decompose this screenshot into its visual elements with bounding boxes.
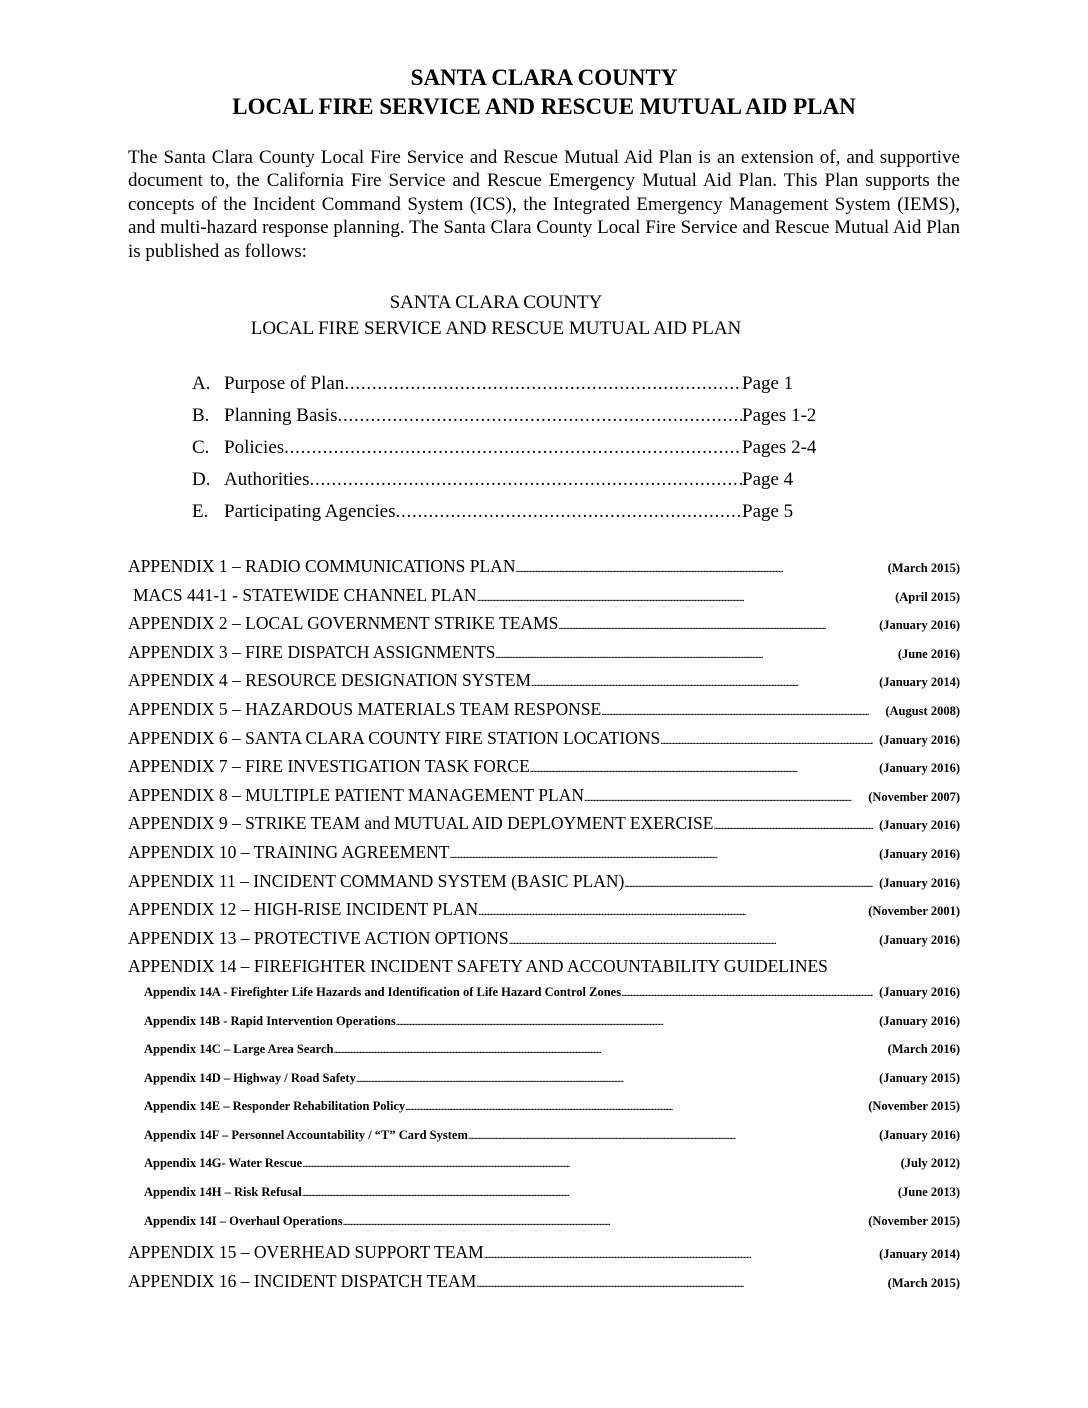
- appendix-entry: [128, 556, 960, 585]
- dot-leader: [558, 613, 873, 634]
- dot-leader: [477, 585, 890, 606]
- toc-page: Pages 2-4: [742, 437, 817, 458]
- sub-appendix-entry: [128, 1071, 960, 1100]
- toc-page: Page 1: [742, 373, 794, 394]
- sub-appendix-label: Appendix 14I – Overhaul Operations: [144, 1213, 343, 1228]
- toc-label: Participating Agencies: [224, 501, 396, 522]
- toc-letter: E.: [192, 501, 209, 522]
- toc-entry-authorities: [192, 469, 832, 501]
- appendix-label: APPENDIX 7 – FIRE INVESTIGATION TASK FORCE: [128, 756, 530, 777]
- appendix-entry: [128, 642, 960, 671]
- appendix-entry: [128, 1271, 960, 1300]
- document-title-line-1: SANTA CLARA COUNTY: [410, 65, 678, 90]
- dot-leader: [476, 1271, 881, 1292]
- sub-appendix-entry: [128, 1042, 960, 1071]
- appendix-label: APPENDIX 11 – INCIDENT COMMAND SYSTEM (BASIC PLAN): [128, 870, 625, 891]
- toc-letter: D.: [192, 469, 211, 490]
- sub-appendix-date: (March 2016): [887, 1042, 960, 1057]
- appendix-entry: [128, 585, 960, 614]
- dot-leader: [343, 1214, 863, 1229]
- dot-leader: [660, 728, 873, 749]
- toc-page: Page 4: [742, 469, 794, 490]
- toc-entry-policies: [192, 437, 832, 469]
- appendix-label: APPENDIX 5 – HAZARDOUS MATERIALS TEAM RESPONSE: [128, 698, 602, 719]
- dot-leader: [284, 437, 742, 459]
- sub-appendix-label: Appendix 14A - Firefighter Life Hazards and Identification of Life Hazard Control Zones: [144, 984, 622, 999]
- appendix-label: APPENDIX 6 – SANTA CLARA COUNTY FIRE STATION LOCATIONS: [128, 727, 661, 748]
- dot-leader: [531, 670, 873, 691]
- sub-appendix-date: (January 2016): [879, 984, 960, 999]
- appendix-entry: [128, 613, 960, 642]
- sub-appendix-date: (November 2015): [868, 1213, 960, 1228]
- sub-appendix-entry: [128, 1128, 960, 1157]
- dot-leader: [302, 1185, 892, 1200]
- appendix-label: APPENDIX 8 – MULTIPLE PATIENT MANAGEMENT PLAN: [128, 784, 584, 805]
- dot-leader: [624, 871, 873, 892]
- appendix-list: [128, 556, 960, 1299]
- sub-appendix-entry: [128, 1014, 960, 1043]
- dot-leader: [584, 785, 862, 806]
- sub-appendix-entry: [128, 1185, 960, 1214]
- appendix-label: APPENDIX 16 – INCIDENT DISPATCH TEAM: [128, 1270, 477, 1291]
- toc-page: Pages 1-2: [742, 405, 817, 426]
- appendix-label: APPENDIX 4 – RESOURCE DESIGNATION SYSTEM: [128, 670, 532, 691]
- dot-leader: [495, 642, 891, 663]
- sub-appendix-date: (January 2016): [879, 1013, 960, 1028]
- dot-leader: [509, 928, 873, 949]
- sub-appendix-entry: [128, 985, 960, 1014]
- appendix-entry: [128, 956, 960, 985]
- appendix-date: (January 2014): [879, 675, 960, 690]
- appendix-date: (January 2016): [879, 732, 960, 747]
- appendix-entry: [128, 756, 960, 785]
- dot-leader: [713, 813, 873, 834]
- dot-leader: [449, 842, 873, 863]
- appendix-entry: [128, 728, 960, 757]
- toc-letter: B.: [192, 405, 210, 426]
- dot-leader: [356, 1071, 873, 1086]
- appendix-date: (January 2016): [879, 875, 960, 890]
- sub-appendix-date: (June 2013): [897, 1185, 960, 1200]
- appendix-date: (January 2016): [879, 761, 960, 776]
- dot-leader: [337, 405, 742, 427]
- sub-appendix-entry: [128, 1099, 960, 1128]
- toc-entry-purpose: [192, 373, 832, 405]
- appendix-date: (January 2016): [879, 932, 960, 947]
- appendix-entry: [128, 928, 960, 957]
- toc-page: Page 5: [742, 501, 794, 522]
- appendix-label: APPENDIX 1 – RADIO COMMUNICATIONS PLAN: [128, 556, 516, 576]
- dot-leader: [302, 1156, 894, 1171]
- dot-leader: [621, 985, 873, 1000]
- sub-appendix-entry: [128, 1156, 960, 1185]
- appendix-date: (January 2014): [879, 1247, 960, 1262]
- toc-label: Policies: [224, 437, 285, 458]
- appendix-date: (April 2015): [895, 589, 960, 604]
- table-of-contents: [192, 373, 832, 533]
- appendix-label: APPENDIX 13 – PROTECTIVE ACTION OPTIONS: [128, 927, 509, 948]
- dot-leader: [478, 899, 862, 920]
- appendix-entry: [128, 813, 960, 842]
- sub-appendix-label: Appendix 14C – Large Area Search: [144, 1042, 334, 1057]
- appendix-entry: [128, 899, 960, 928]
- sub-appendix-label: Appendix 14G- Water Rescue: [144, 1156, 303, 1171]
- appendix-label: APPENDIX 12 – HIGH-RISE INCIDENT PLAN: [128, 899, 479, 920]
- appendix-label: APPENDIX 3 – FIRE DISPATCH ASSIGNMENTS: [128, 641, 496, 662]
- appendix-entry: [128, 871, 960, 900]
- dot-leader: [515, 556, 881, 577]
- toc-letter: A.: [192, 373, 211, 394]
- appendix-date: (August 2008): [885, 703, 960, 718]
- sub-appendix-label: Appendix 14H – Risk Refusal: [144, 1185, 302, 1200]
- appendix-entry: [128, 842, 960, 871]
- appendix-entry: [128, 785, 960, 814]
- appendix-date: (November 2001): [868, 904, 960, 919]
- sub-appendix-date: (July 2012): [900, 1156, 960, 1171]
- appendix-label: APPENDIX 15 – OVERHEAD SUPPORT TEAM: [128, 1242, 484, 1263]
- sub-appendix-label: Appendix 14F – Personnel Accountability / “T” Card System: [144, 1127, 468, 1142]
- toc-label: Purpose of Plan: [224, 373, 345, 394]
- dot-leader: [396, 1014, 873, 1029]
- dot-leader: [333, 1042, 881, 1057]
- dot-leader: [395, 501, 742, 523]
- dot-leader: [310, 469, 743, 491]
- appendix-date: (June 2016): [897, 646, 960, 661]
- dot-leader: [468, 1128, 873, 1143]
- appendix-entry: [128, 699, 960, 728]
- sub-appendix-label: Appendix 14B - Rapid Intervention Operations: [144, 1013, 396, 1028]
- appendix-label: APPENDIX 14 – FIREFIGHTER INCIDENT SAFETY AND ACCOUNTABILITY GUIDELINES: [128, 956, 828, 977]
- appendix-date: (March 2015): [887, 1275, 960, 1290]
- dot-leader: [530, 756, 873, 777]
- sub-appendix-label: Appendix 14E – Responder Rehabilitation Policy: [144, 1099, 406, 1114]
- appendix-label: MACS 441-1 - STATEWIDE CHANNEL PLAN: [133, 584, 477, 605]
- appendix-label: APPENDIX 10 – TRAINING AGREEMENT: [128, 841, 450, 862]
- contents-heading-line-2: LOCAL FIRE SERVICE AND RESCUE MUTUAL AID PLAN: [250, 318, 742, 339]
- appendix-date: (January 2016): [879, 618, 960, 633]
- appendix-date: (January 2016): [879, 846, 960, 861]
- sub-appendix-date: (January 2016): [879, 1127, 960, 1142]
- dot-leader: [405, 1099, 862, 1114]
- sub-appendix-date: (November 2015): [868, 1099, 960, 1114]
- appendix-entry: [128, 1242, 960, 1271]
- toc-entry-participating-agencies: [192, 501, 832, 533]
- dot-leader: [344, 373, 742, 395]
- sub-appendix-entry: [128, 1214, 960, 1243]
- toc-label: Planning Basis: [224, 405, 338, 426]
- document-title-line-2: LOCAL FIRE SERVICE AND RESCUE MUTUAL AID PLAN: [232, 94, 856, 119]
- appendix-entry: [128, 670, 960, 699]
- appendix-date: (January 2016): [879, 818, 960, 833]
- dot-leader: [484, 1242, 873, 1263]
- appendix-date: (March 2015): [887, 561, 960, 575]
- dot-leader: [601, 699, 879, 720]
- intro-paragraph: The Santa Clara County Local Fire Service and Rescue Mutual Aid Plan is an extension of, and supportive document to, the California Fire Service and Rescue Emergency Mutual Aid Plan. This Plan supports the concepts of the Incident Command System (ICS), the Integrated Emergency Management System (IEMS), and multi-hazard response planning. The Santa Clara County Local Fire Service and Rescue Mutual Aid Plan is published as follows:: [128, 147, 960, 262]
- appendix-label: APPENDIX 2 – LOCAL GOVERNMENT STRIKE TEAMS: [128, 613, 559, 634]
- toc-entry-planning-basis: [192, 405, 832, 437]
- sub-appendix-label: Appendix 14D – Highway / Road Safety: [144, 1070, 356, 1085]
- toc-label: Authorities: [224, 469, 310, 490]
- appendix-date: (November 2007): [868, 789, 960, 804]
- toc-letter: C.: [192, 437, 210, 458]
- sub-appendix-date: (January 2015): [879, 1070, 960, 1085]
- appendix-label: APPENDIX 9 – STRIKE TEAM and MUTUAL AID DEPLOYMENT EXERCISE: [128, 813, 714, 834]
- contents-heading-line-1: SANTA CLARA COUNTY: [389, 292, 603, 313]
